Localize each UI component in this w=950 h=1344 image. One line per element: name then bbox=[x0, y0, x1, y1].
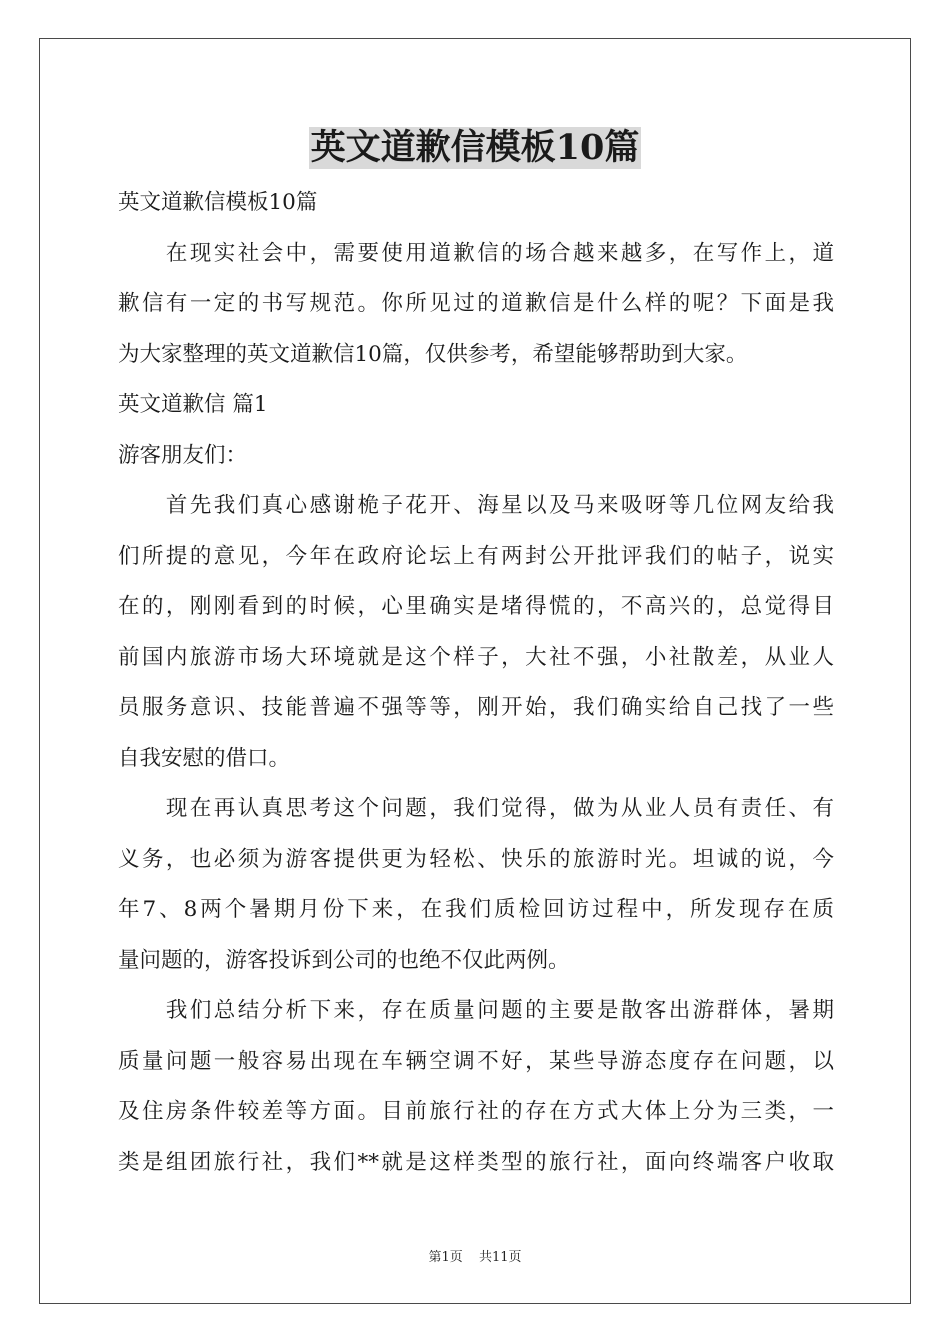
text-line: 年7、8两个暑期月份下来，在我们质检回访过程中，所发现存在质 bbox=[118, 897, 834, 922]
text-line: 量问题的，游客投诉到公司的也绝不仅此两例。 bbox=[118, 947, 570, 973]
text-line: 游客朋友们： bbox=[118, 442, 248, 468]
text-line: 类是组团旅行社，我们**就是这样类型的旅行社，面向终端客户收取 bbox=[118, 1149, 834, 1175]
text-line: 英文道歉信 篇1 bbox=[118, 392, 268, 417]
text-line: 质量问题一般容易出现在车辆空调不好，某些导游态度存在问题，以 bbox=[118, 1048, 834, 1074]
text-line: 为大家整理的英文道歉信10篇，仅供参考，希望能够帮助到大家。 bbox=[118, 341, 748, 367]
text-line: 们所提的意见，今年在政府论坛上有两封公开批评我们的帖子，说实 bbox=[118, 543, 834, 569]
text-line: 及住房条件较差等方面。目前旅行社的存在方式大体上分为三类，一 bbox=[118, 1099, 834, 1124]
text-line: 现在再认真思考这个问题，我们觉得，做为从业人员有责任、有 bbox=[118, 796, 834, 821]
text-line: 英文道歉信模板10篇 bbox=[118, 190, 318, 215]
page-number: 第1页 bbox=[428, 1250, 463, 1265]
title-area bbox=[0, 127, 950, 169]
document-body bbox=[118, 178, 834, 1188]
text-line: 自我安慰的借口。 bbox=[118, 745, 291, 771]
document-title: 英文道歉信模板10篇 bbox=[310, 127, 640, 168]
text-line: 歉信有一定的书写规范。你所见过的道歉信是什么样的呢？下面是我 bbox=[118, 291, 834, 316]
text-line: 前国内旅游市场大环境就是这个样子，大社不强，小社散差，从业人 bbox=[118, 644, 834, 670]
page-footer bbox=[0, 1246, 950, 1265]
text-line: 我们总结分析下来，存在质量问题的主要是散客出游群体，暑期 bbox=[118, 998, 834, 1023]
text-line: 义务，也必须为游客提供更为轻松、快乐的旅游时光。坦诚的说，今 bbox=[118, 846, 834, 872]
text-line: 员服务意识、技能普遍不强等等，刚开始，我们确实给自己找了一些 bbox=[118, 695, 834, 720]
text-line: 在现实社会中，需要使用道歉信的场合越来越多，在写作上，道 bbox=[118, 240, 834, 266]
text-line: 首先我们真心感谢桅子花开、海星以及马来吸呀等几位网友给我 bbox=[118, 493, 834, 518]
page-total: 共11页 bbox=[478, 1250, 522, 1265]
text-line: 在的，刚刚看到的时候，心里确实是堵得慌的，不高兴的，总觉得目 bbox=[118, 594, 834, 619]
